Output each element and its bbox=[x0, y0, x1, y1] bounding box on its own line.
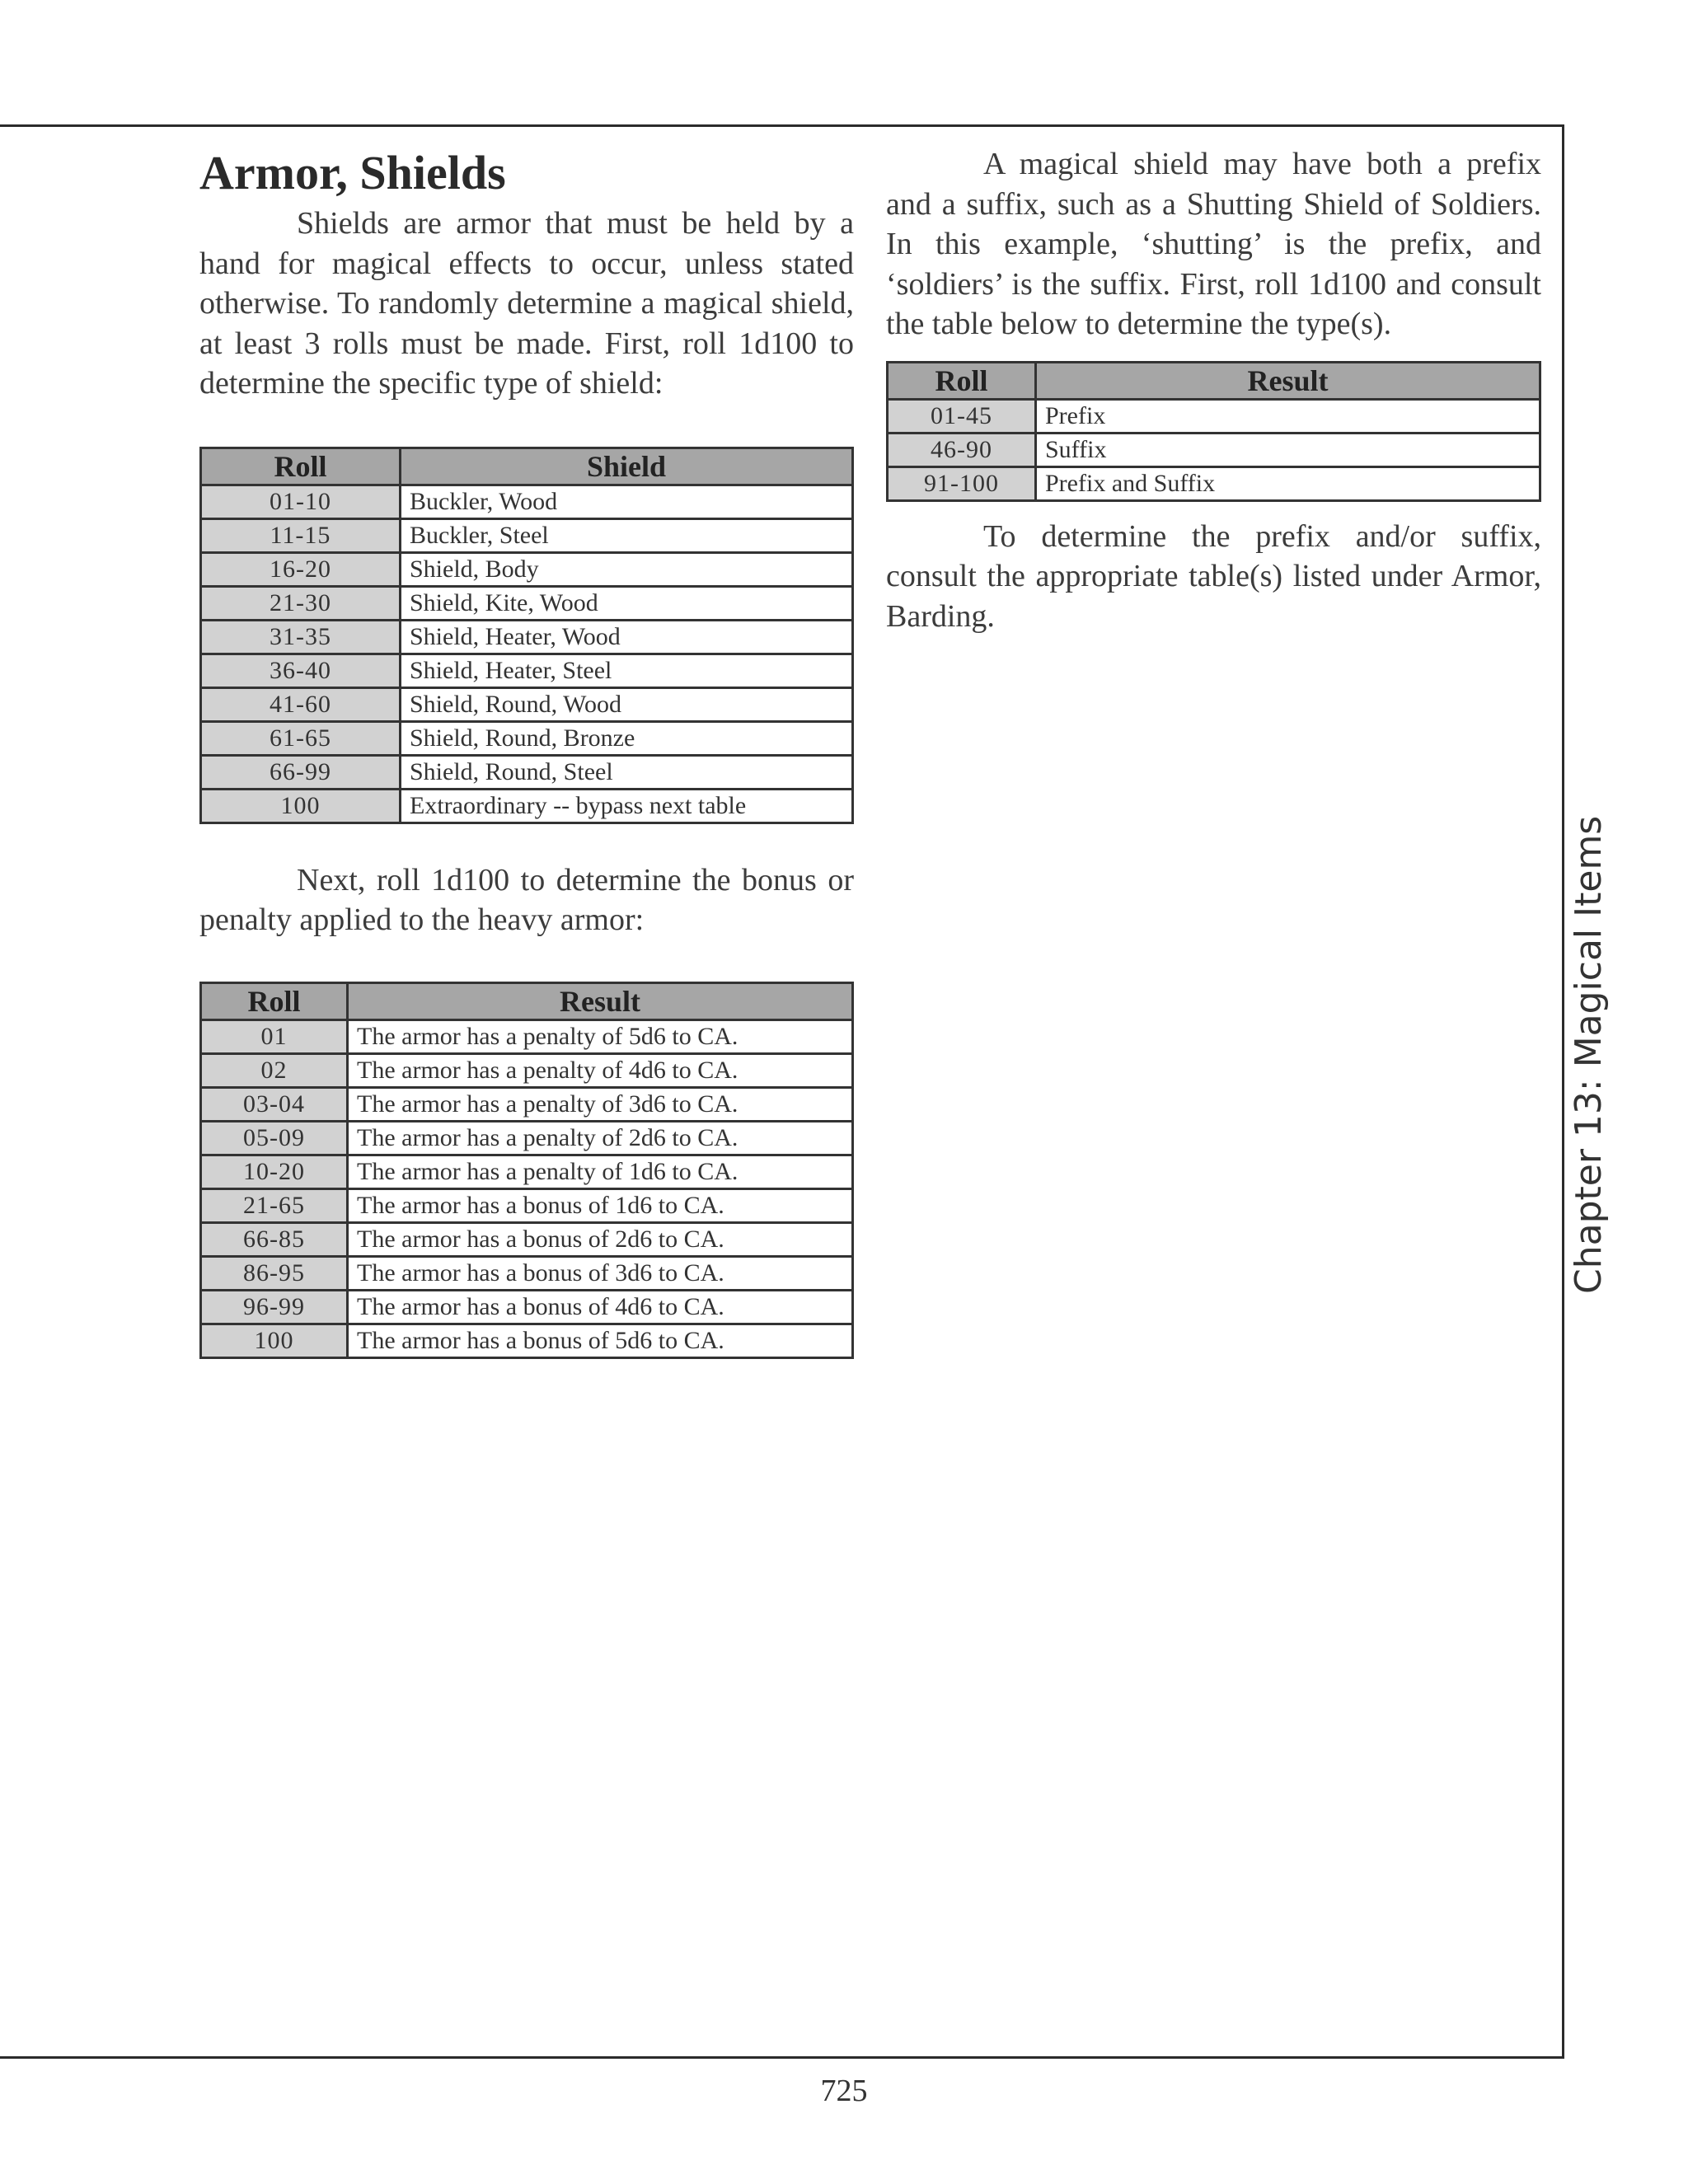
table-row bbox=[201, 1053, 853, 1087]
roll-cell: 66-99 bbox=[201, 755, 401, 789]
roll-cell: 41-60 bbox=[201, 687, 401, 721]
shield-cell: Shield, Heater, Steel bbox=[401, 654, 853, 687]
result-cell: The armor has a penalty of 5d6 to CA. bbox=[348, 1019, 853, 1053]
table-row bbox=[201, 1256, 853, 1290]
prefix-suffix-table bbox=[886, 361, 1541, 502]
roll-cell: 36-40 bbox=[201, 654, 401, 687]
table-header-row bbox=[888, 362, 1540, 399]
result-cell: The armor has a bonus of 3d6 to CA. bbox=[348, 1256, 853, 1290]
left-column bbox=[199, 144, 854, 1359]
page-frame-top bbox=[0, 124, 1564, 127]
table-row bbox=[201, 1290, 853, 1324]
section-title: Armor, Shields bbox=[199, 146, 506, 199]
table-header-row bbox=[201, 448, 853, 485]
bonus-paragraph: Next, roll 1d100 to determine the bonus or penalty applied to the heavy armor: bbox=[199, 862, 854, 937]
table-row bbox=[201, 789, 853, 823]
shield-cell: Shield, Round, Wood bbox=[401, 687, 853, 721]
shield-table bbox=[199, 447, 854, 824]
roll-cell: 05-09 bbox=[201, 1121, 348, 1155]
roll-cell: 03-04 bbox=[201, 1087, 348, 1121]
table-row bbox=[201, 654, 853, 687]
result-cell: The armor has a bonus of 4d6 to CA. bbox=[348, 1290, 853, 1324]
result-cell: Prefix bbox=[1036, 399, 1540, 433]
roll-cell: 01-45 bbox=[888, 399, 1036, 433]
roll-cell: 01-10 bbox=[201, 485, 401, 518]
roll-cell: 21-65 bbox=[201, 1188, 348, 1222]
roll-cell: 21-30 bbox=[201, 586, 401, 620]
chapter-label: Chapter 13: Magical Items bbox=[1568, 815, 1610, 1294]
table-row bbox=[201, 1222, 853, 1256]
table-row bbox=[201, 687, 853, 721]
roll-cell: 16-20 bbox=[201, 552, 401, 586]
result-cell: The armor has a penalty of 1d6 to CA. bbox=[348, 1155, 853, 1188]
roll-cell: 66-85 bbox=[201, 1222, 348, 1256]
roll-cell: 100 bbox=[201, 789, 401, 823]
page-number: 725 bbox=[820, 2074, 868, 2108]
table-row bbox=[201, 755, 853, 789]
page-frame-bottom bbox=[0, 2056, 1564, 2059]
bonus-table bbox=[199, 982, 854, 1359]
column-header: Result bbox=[1036, 362, 1540, 399]
roll-cell: 86-95 bbox=[201, 1256, 348, 1290]
consult-paragraph: To determine the prefix and/or suffix, consult the appropriate table(s) listed under Armor, Barding. bbox=[886, 518, 1541, 634]
table-row bbox=[201, 1155, 853, 1188]
roll-cell: 01 bbox=[201, 1019, 348, 1053]
shield-cell: Shield, Heater, Wood bbox=[401, 620, 853, 654]
shield-cell: Shield, Kite, Wood bbox=[401, 586, 853, 620]
shield-cell: Buckler, Wood bbox=[401, 485, 853, 518]
shield-cell: Shield, Body bbox=[401, 552, 853, 586]
shield-cell: Shield, Round, Bronze bbox=[401, 721, 853, 755]
table-row bbox=[888, 433, 1540, 466]
table-row bbox=[201, 552, 853, 586]
table-row bbox=[201, 1324, 853, 1357]
roll-cell: 11-15 bbox=[201, 518, 401, 552]
table-row bbox=[201, 1121, 853, 1155]
prefix-paragraph: A magical shield may have both a prefix and a suffix, such as a Shutting Shield of Soldiers. In this example, ‘shutting’ is the prefix, and ‘soldiers’ is the suffix. First, roll 1d100 and consult the table below to determine the type(s). bbox=[886, 147, 1541, 341]
column-header: Roll bbox=[201, 982, 348, 1019]
shield-cell: Extraordinary -- bypass next table bbox=[401, 789, 853, 823]
table-row bbox=[201, 1188, 853, 1222]
table-row bbox=[201, 586, 853, 620]
table-row bbox=[201, 1019, 853, 1053]
roll-cell: 61-65 bbox=[201, 721, 401, 755]
result-cell: Suffix bbox=[1036, 433, 1540, 466]
right-column bbox=[886, 144, 1541, 636]
shield-cell: Buckler, Steel bbox=[401, 518, 853, 552]
column-header: Result bbox=[348, 982, 853, 1019]
table-row bbox=[201, 1087, 853, 1121]
intro-paragraph: Shields are armor that must be held by a hand for magical effects to occur, unless stated otherwise. To randomly determine a magical shield, at least 3 rolls must be made. First, roll 1d100 to determine the specific type of shield: bbox=[199, 206, 854, 401]
table-row bbox=[888, 399, 1540, 433]
table-row bbox=[201, 620, 853, 654]
table-row bbox=[201, 485, 853, 518]
result-cell: Prefix and Suffix bbox=[1036, 466, 1540, 500]
result-cell: The armor has a penalty of 2d6 to CA. bbox=[348, 1121, 853, 1155]
result-cell: The armor has a penalty of 3d6 to CA. bbox=[348, 1087, 853, 1121]
result-cell: The armor has a bonus of 2d6 to CA. bbox=[348, 1222, 853, 1256]
roll-cell: 96-99 bbox=[201, 1290, 348, 1324]
roll-cell: 10-20 bbox=[201, 1155, 348, 1188]
shield-cell: Shield, Round, Steel bbox=[401, 755, 853, 789]
table-row bbox=[888, 466, 1540, 500]
roll-cell: 02 bbox=[201, 1053, 348, 1087]
roll-cell: 91-100 bbox=[888, 466, 1036, 500]
column-header: Roll bbox=[888, 362, 1036, 399]
table-header-row bbox=[201, 982, 853, 1019]
result-cell: The armor has a bonus of 1d6 to CA. bbox=[348, 1188, 853, 1222]
column-header: Shield bbox=[401, 448, 853, 485]
result-cell: The armor has a penalty of 4d6 to CA. bbox=[348, 1053, 853, 1087]
result-cell: The armor has a bonus of 5d6 to CA. bbox=[348, 1324, 853, 1357]
roll-cell: 46-90 bbox=[888, 433, 1036, 466]
roll-cell: 31-35 bbox=[201, 620, 401, 654]
roll-cell: 100 bbox=[201, 1324, 348, 1357]
column-header: Roll bbox=[201, 448, 401, 485]
table-row bbox=[201, 721, 853, 755]
table-row bbox=[201, 518, 853, 552]
